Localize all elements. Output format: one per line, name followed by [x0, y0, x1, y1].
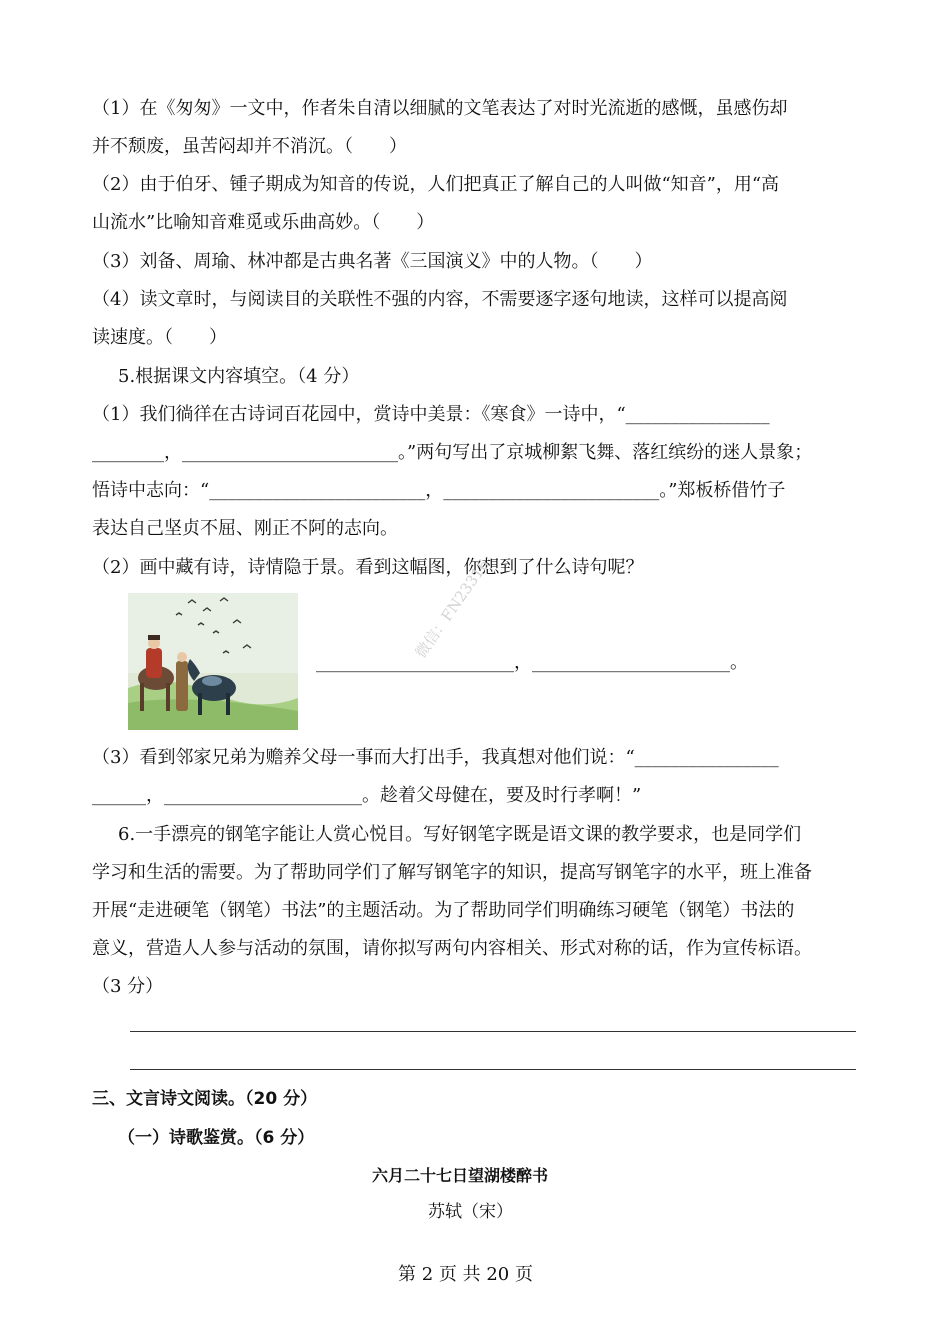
poem-illustration [128, 593, 298, 730]
q5-p2: （2）画中藏有诗，诗情隐于景。看到这幅图，你想到了什么诗句呢？ [92, 557, 644, 578]
section3-sub1-heading: （一）诗歌鉴赏。（6 分） [118, 1128, 315, 1148]
q4-item2-line1: （2）由于伯牙、锺子期成为知音的传说，人们把真正了解自己的人叫做“知音”，用“高 [92, 174, 780, 195]
q6-line4: 意义，营造人人参与活动的氛围，请你拟写两句内容相关、形式对称的话，作为宣传标语。 [92, 938, 812, 959]
q4-item1-line1: （1）在《匆匆》一文中，作者朱自清以细腻的文笔表达了对时光流逝的感慨，虽感伤却 [92, 98, 788, 119]
poem-title: 六月二十七日望湖楼醉书 [372, 1166, 549, 1185]
q5-heading: 5.根据课文内容填空。（4 分） [118, 366, 360, 387]
q6-line1: 6.一手漂亮的钢笔字能让人赏心悦目。写好钢笔字既是语文课的教学要求，也是同学们 [118, 824, 802, 845]
section3-heading: 三、文言诗文阅读。（20 分） [92, 1089, 318, 1109]
q5-p2-answer-blanks: ______________________，______________________。 [316, 652, 748, 673]
q5-p1-line2: ________，________________________。”两句写出了京城柳絮飞舞、落红缤纷的迷人景象； [92, 442, 813, 463]
q4-item4-line2: 读速度。（ ） [92, 327, 227, 348]
watermark-text: 微信：FN23316 [411, 555, 494, 662]
page-footer: 第 2 页 共 20 页 [398, 1264, 533, 1285]
q4-item2-line2: 山流水”比喻知音难觅或乐曲高妙。（ ） [92, 212, 435, 233]
q5-p3-line2: ______，______________________。趁着父母健在，要及时行孝啊！” [92, 785, 642, 806]
q4-item3: （3）刘备、周瑜、林冲都是古典名著《三国演义》中的人物。（ ） [92, 251, 653, 272]
q4-item1-line2: 并不颓废，虽苦闷却并不消沉。（ ） [92, 136, 407, 157]
poem-author: 苏轼（宋） [428, 1202, 513, 1222]
q5-p1-line3: 悟诗中志向：“________________________，________________________。”郑板桥借竹子 [92, 480, 786, 501]
q4-item4-line1: （4）读文章时，与阅读目的关联性不强的内容，不需要逐字逐句地读，这样可以提高阅 [92, 289, 788, 310]
q6-line5: （3 分） [92, 976, 164, 997]
answer-line-2 [130, 1069, 856, 1070]
q5-p3-line1: （3）看到邻家兄弟为赡养父母一事而大打出手，我真想对他们说：“________________ [92, 747, 779, 768]
q5-p1-line1: （1）我们徜徉在古诗词百花园中，赏诗中美景：《寒食》一诗中，“________________ [92, 404, 770, 425]
q5-p1-line4: 表达自己坚贞不屈、刚正不阿的志向。 [92, 518, 398, 539]
answer-line-1 [130, 1031, 856, 1032]
q6-line2: 学习和生活的需要。为了帮助同学们了解写钢笔字的知识，提高写钢笔字的水平，班上准备 [92, 862, 812, 883]
q6-line3: 开展“走进硬笔（钢笔）书法”的主题活动。为了帮助同学们明确练习硬笔（钢笔）书法的 [92, 900, 795, 921]
